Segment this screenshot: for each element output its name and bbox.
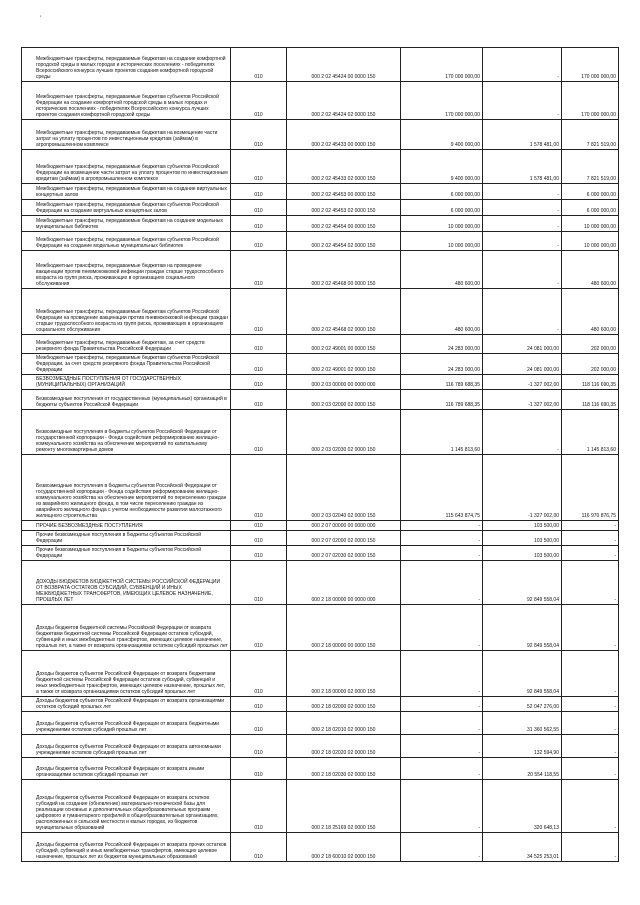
scan-mark: ' — [40, 16, 42, 22]
row-unexecuted-amount: 118 116 690,35 — [562, 375, 619, 390]
row-name: Межбюджетные трансферты, передаваемые бюджетам на создание модельных муниципальных библиотек — [22, 216, 231, 232]
row-budget-code: 000 2 02 49001 00 0000 150 — [287, 335, 401, 354]
row-budget-code: 000 2 02 45453 02 0000 150 — [287, 200, 401, 216]
row-budget-code: 000 2 02 45468 00 0000 150 — [287, 251, 401, 289]
table-row — [22, 335, 619, 354]
row-budget-code: 000 2 18 00000 00 0000 150 — [287, 605, 401, 651]
table-row — [22, 216, 619, 232]
row-approved-amount: 116 789 688,35 — [401, 390, 483, 410]
row-line-code: 010 — [231, 531, 287, 546]
row-executed-amount: -1 327 002,00 — [483, 390, 562, 410]
row-unexecuted-amount: 116 970 876,75 — [562, 455, 619, 521]
row-executed-amount: 52 047 276,00 — [483, 697, 562, 712]
row-unexecuted-amount: 118 116 690,35 — [562, 390, 619, 410]
row-budget-code: 000 2 18 02030 02 0000 150 — [287, 758, 401, 780]
row-name: Безвозмездные поступления в бюджеты субъектов Российской Федерации от государственной корпорации - Фонда содействия реформированию жилищно-коммунального хозяйства на обеспечение мероприятий по капитальному ремонту многоквартирных домов — [22, 410, 231, 455]
row-approved-amount: 9 400 000,00 — [401, 150, 483, 184]
row-unexecuted-amount: - — [562, 697, 619, 712]
row-name: БЕЗВОЗМЕЗДНЫЕ ПОСТУПЛЕНИЯ ОТ ГОСУДАРСТВЕННЫХ (МУНИЦИПАЛЬНЫХ) ОРГАНИЗАЦИЙ — [22, 375, 231, 390]
row-unexecuted-amount: - — [562, 531, 619, 546]
row-name: Доходы бюджетов субъектов Российской Федерации от возврата организациями остатков субсидий прошлых лет — [22, 697, 231, 712]
row-executed-amount: 92 849 558,04 — [483, 561, 562, 605]
row-line-code: 010 — [231, 184, 287, 200]
row-unexecuted-amount: 480 600,00 — [562, 289, 619, 335]
row-unexecuted-amount: - — [562, 546, 619, 561]
row-budget-code: 000 2 03 02030 02 0000 150 — [287, 410, 401, 455]
row-name: Доходы бюджетов бюджетной системы Российской Федерации от возврата бюджетами бюджетной системы Российской Федерации остатков субсидий, субвенций и иных межбюджетных трансфертов, имеющих целевое назначение, прошлых лет, а также от возврата организациями остатков субсидий прошлых лет — [22, 605, 231, 651]
row-executed-amount: 92 849 558,04 — [483, 605, 562, 651]
table-row — [22, 232, 619, 251]
row-approved-amount: 6 000 000,00 — [401, 200, 483, 216]
row-unexecuted-amount: 6 000 000,00 — [562, 184, 619, 200]
row-name: Безвозмездные поступления от государственных (муниципальных) организаций в бюджеты субъектов Российской Федерации — [22, 390, 231, 410]
row-line-code: 010 — [231, 735, 287, 758]
row-name: Межбюджетные трансферты, передаваемые бюджетам на создание виртуальных концертных залов — [22, 184, 231, 200]
row-line-code: 010 — [231, 521, 287, 531]
row-line-code: 010 — [231, 216, 287, 232]
row-executed-amount: 132 594,90 — [483, 735, 562, 758]
row-line-code: 010 — [231, 48, 287, 82]
row-executed-amount: - — [483, 251, 562, 289]
row-executed-amount: - — [483, 232, 562, 251]
row-budget-code: 000 2 18 00000 02 0000 150 — [287, 651, 401, 697]
row-unexecuted-amount: - — [562, 780, 619, 833]
row-approved-amount: 480 600,00 — [401, 289, 483, 335]
row-line-code: 010 — [231, 651, 287, 697]
row-executed-amount: 103 500,00 — [483, 521, 562, 531]
row-unexecuted-amount: - — [562, 833, 619, 862]
row-budget-code: 000 2 18 02000 02 0000 150 — [287, 697, 401, 712]
row-executed-amount: 34 525 253,01 — [483, 833, 562, 862]
row-name: Межбюджетные трансферты, передаваемые бюджетам субъектов Российской Федерации на создание комфортной городской среды в малых городах и исторических поселениях - победителях Всероссийского конкурса лучших проектов создания комфортной городской среды — [22, 82, 231, 120]
row-line-code: 010 — [231, 289, 287, 335]
row-executed-amount: - — [483, 200, 562, 216]
row-name: Межбюджетные трансферты, передаваемые бюджетам на проведение вакцинации против пневмококковой инфекции граждан старше трудоспособного возраста из групп риска, проживающих в организациях социального обслуживания — [22, 251, 231, 289]
row-line-code: 010 — [231, 232, 287, 251]
row-approved-amount: - — [401, 780, 483, 833]
row-budget-code: 000 2 02 45433 02 0000 150 — [287, 150, 401, 184]
row-unexecuted-amount: 170 000 000,00 — [562, 82, 619, 120]
table-row — [22, 410, 619, 455]
row-executed-amount: 24 081 000,00 — [483, 335, 562, 354]
row-unexecuted-amount: 202 000,00 — [562, 354, 619, 375]
row-name: Доходы бюджетов субъектов Российской Федерации от возврата бюджетными учреждениями остатков субсидий прошлых лет — [22, 712, 231, 735]
row-budget-code: 000 2 02 45454 02 0000 150 — [287, 232, 401, 251]
row-executed-amount: -1 327 002,00 — [483, 455, 562, 521]
table-row — [22, 200, 619, 216]
row-budget-code: 000 2 18 02020 02 0000 150 — [287, 735, 401, 758]
table-row — [22, 150, 619, 184]
row-unexecuted-amount: 7 821 519,00 — [562, 120, 619, 150]
row-budget-code: 000 2 07 00000 00 0000 000 — [287, 521, 401, 531]
row-budget-code: 000 2 07 02030 02 0000 150 — [287, 546, 401, 561]
row-unexecuted-amount: 202 000,00 — [562, 335, 619, 354]
row-unexecuted-amount: - — [562, 561, 619, 605]
row-name: Межбюджетные трансферты, передаваемые бюджетам субъектов Российской Федерации на возмещение части затрат на уплату процентов по инвестиционным кредитам (займам) в агропромышленном комплексе — [22, 150, 231, 184]
row-approved-amount: - — [401, 712, 483, 735]
row-approved-amount: - — [401, 521, 483, 531]
table-row — [22, 735, 619, 758]
row-executed-amount: - — [483, 82, 562, 120]
table-row — [22, 354, 619, 375]
row-line-code: 010 — [231, 758, 287, 780]
row-line-code: 010 — [231, 561, 287, 605]
row-executed-amount: - — [483, 410, 562, 455]
budget-revenue-table — [21, 47, 619, 862]
row-executed-amount: - — [483, 289, 562, 335]
row-name: ПРОЧИЕ БЕЗВОЗМЕЗДНЫЕ ПОСТУПЛЕНИЯ — [22, 521, 231, 531]
row-unexecuted-amount: - — [562, 758, 619, 780]
row-unexecuted-amount: 1 145 813,60 — [562, 410, 619, 455]
row-line-code: 010 — [231, 410, 287, 455]
row-budget-code: 000 2 02 45468 02 0000 150 — [287, 289, 401, 335]
row-approved-amount: - — [401, 758, 483, 780]
row-line-code: 010 — [231, 546, 287, 561]
row-line-code: 010 — [231, 200, 287, 216]
row-line-code: 010 — [231, 833, 287, 862]
table-row — [22, 712, 619, 735]
table-row — [22, 82, 619, 120]
row-line-code: 010 — [231, 455, 287, 521]
table-row — [22, 697, 619, 712]
row-executed-amount: - — [483, 216, 562, 232]
table-row — [22, 546, 619, 561]
row-executed-amount: -1 327 002,00 — [483, 375, 562, 390]
row-budget-code: 000 2 02 45424 02 0000 150 — [287, 82, 401, 120]
table-row — [22, 251, 619, 289]
row-executed-amount: 92 849 558,04 — [483, 651, 562, 697]
table-row — [22, 120, 619, 150]
row-approved-amount: 116 789 688,35 — [401, 375, 483, 390]
row-approved-amount: - — [401, 531, 483, 546]
row-executed-amount: 20 554 118,55 — [483, 758, 562, 780]
row-line-code: 010 — [231, 82, 287, 120]
row-approved-amount: 10 000 000,00 — [401, 216, 483, 232]
row-approved-amount: 170 000 000,00 — [401, 48, 483, 82]
row-approved-amount: 24 283 000,00 — [401, 354, 483, 375]
table-row — [22, 48, 619, 82]
row-name: Межбюджетные трансферты, передаваемые бюджетам, за счет средств резервного фонда Правительства Российской Федерации — [22, 335, 231, 354]
row-line-code: 010 — [231, 120, 287, 150]
row-budget-code: 000 2 18 00000 00 0000 000 — [287, 561, 401, 605]
row-name: Доходы бюджетов субъектов Российской Федерации от возврата автономными учреждениями остатков субсидий прошлых лет — [22, 735, 231, 758]
row-budget-code: 000 2 18 02010 02 0000 150 — [287, 712, 401, 735]
row-approved-amount: 1 145 813,60 — [401, 410, 483, 455]
row-unexecuted-amount: 10 000 000,00 — [562, 216, 619, 232]
row-budget-code: 000 2 02 45454 00 0000 150 — [287, 216, 401, 232]
row-budget-code: 000 2 18 25169 02 0000 150 — [287, 780, 401, 833]
table-row — [22, 531, 619, 546]
row-budget-code: 000 2 02 49001 02 0000 150 — [287, 354, 401, 375]
row-approved-amount: - — [401, 833, 483, 862]
row-line-code: 010 — [231, 780, 287, 833]
row-executed-amount: - — [483, 48, 562, 82]
row-name: ДОХОДЫ БЮДЖЕТОВ БЮДЖЕТНОЙ СИСТЕМЫ РОССИЙСКОЙ ФЕДЕРАЦИИ ОТ ВОЗВРАТА ОСТАТКОВ СУБСИДИЙ, СУБВЕНЦИЙ И ИНЫХ МЕЖБЮДЖЕТНЫХ ТРАНСФЕРТОВ, ИМЕЮЩИХ ЦЕЛЕВОЕ НАЗНАЧЕНИЕ, ПРОШЛЫХ ЛЕТ — [22, 561, 231, 605]
row-budget-code: 000 2 02 45433 00 0000 150 — [287, 120, 401, 150]
table-row — [22, 289, 619, 335]
table-row — [22, 780, 619, 833]
row-line-code: 010 — [231, 150, 287, 184]
row-unexecuted-amount: - — [562, 735, 619, 758]
row-executed-amount: - — [483, 184, 562, 200]
row-executed-amount: 320 648,13 — [483, 780, 562, 833]
row-name: Межбюджетные трансферты, передаваемые бюджетам субъектов Российской Федерации на создание модельных муниципальных библиотек — [22, 232, 231, 251]
row-executed-amount: 1 578 481,00 — [483, 120, 562, 150]
table-row — [22, 651, 619, 697]
table-row — [22, 455, 619, 521]
row-line-code: 010 — [231, 354, 287, 375]
row-executed-amount: 24 081 000,00 — [483, 354, 562, 375]
row-unexecuted-amount: 170 000 000,00 — [562, 48, 619, 82]
row-line-code: 010 — [231, 697, 287, 712]
row-executed-amount: 103 500,00 — [483, 546, 562, 561]
row-line-code: 010 — [231, 251, 287, 289]
row-unexecuted-amount: - — [562, 605, 619, 651]
row-unexecuted-amount: 480 600,00 — [562, 251, 619, 289]
row-budget-code: 000 2 18 60010 02 0000 150 — [287, 833, 401, 862]
row-budget-code: 000 2 03 02000 02 0000 150 — [287, 390, 401, 410]
table-row — [22, 605, 619, 651]
table-row — [22, 758, 619, 780]
table-row — [22, 833, 619, 862]
table-row — [22, 561, 619, 605]
row-approved-amount: 10 000 000,00 — [401, 232, 483, 251]
row-name: Межбюджетные трансферты, передаваемые бюджетам на возмещение части затрат на уплату процентов по инвестиционным кредитам (займам) в агропромышленном комплексе — [22, 120, 231, 150]
row-name: Межбюджетные трансферты, передаваемые бюджетам субъектов Российской Федерации, за счет средств резервного фонда Правительства Российской Федерации — [22, 354, 231, 375]
row-approved-amount: - — [401, 735, 483, 758]
row-approved-amount: 6 000 000,00 — [401, 184, 483, 200]
row-line-code: 010 — [231, 605, 287, 651]
budget-revenue-table-page — [21, 47, 618, 862]
table-row — [22, 184, 619, 200]
row-approved-amount: 170 000 000,00 — [401, 82, 483, 120]
row-name: Межбюджетные трансферты, передаваемые бюджетам субъектов Российской Федерации на создание виртуальных концертных залов — [22, 200, 231, 216]
row-name: Доходы бюджетов субъектов Российской Федерации от возврата прочих остатков субсидий, субвенций и иных межбюджетных трансфертов, имеющих целевое назначение, прошлых лет из бюджетов муниципальных образований — [22, 833, 231, 862]
row-approved-amount: 115 643 874,75 — [401, 455, 483, 521]
row-name: Доходы бюджетов субъектов Российской Федерации от возврата остатков субсидий на создание (обновление) материально-технической базы для реализации основных и дополнительных общеобразовательных программ цифрового и гуманитарного профилей в общеобразовательных организациях, расположенных в сельской местности и малых городах, из бюджетов муниципальных образований — [22, 780, 231, 833]
row-name: Безвозмездные поступления в бюджеты субъектов Российской Федерации от государственной корпорации - Фонда содействия реформированию жилищно-коммунального хозяйства на обеспечение мероприятий по переселению граждан из аварийного жилищного фонда, в том числе переселению граждан из аварийного жилищного фонда с учетом необходимости развития малоэтажного жилищного строительства — [22, 455, 231, 521]
row-approved-amount: - — [401, 697, 483, 712]
row-executed-amount: 1 578 481,00 — [483, 150, 562, 184]
row-budget-code: 000 2 02 45424 00 0000 150 — [287, 48, 401, 82]
row-unexecuted-amount: - — [562, 651, 619, 697]
row-line-code: 010 — [231, 335, 287, 354]
row-approved-amount: 9 400 000,00 — [401, 120, 483, 150]
row-approved-amount: - — [401, 605, 483, 651]
row-budget-code: 000 2 03 00000 00 0000 000 — [287, 375, 401, 390]
row-budget-code: 000 2 07 02000 02 0000 150 — [287, 531, 401, 546]
row-name: Прочие безвозмездные поступления в бюджеты субъектов Российской Федерации — [22, 531, 231, 546]
row-approved-amount: - — [401, 546, 483, 561]
row-approved-amount: - — [401, 651, 483, 697]
row-name: Прочие безвозмездные поступления в бюджеты субъектов Российской Федерации — [22, 546, 231, 561]
row-line-code: 010 — [231, 375, 287, 390]
row-name: Доходы бюджетов субъектов Российской Федерации от возврата иными организациями остатков субсидий прошлых лет — [22, 758, 231, 780]
row-budget-code: 000 2 03 02040 02 0000 150 — [287, 455, 401, 521]
row-name: Доходы бюджетов субъектов Российской Федерации от возврата бюджетами бюджетной системы Российской Федерации остатков субсидий, субвенций и иных межбюджетных трансфертов, имеющих целевое назначение, прошлых лет, а также от возврата организациями остатков субсидий прошлых лет — [22, 651, 231, 697]
row-name: Межбюджетные трансферты, передаваемые бюджетам субъектов Российской Федерации на проведение вакцинации против пневмококковой инфекции граждан старше трудоспособного возраста из групп риска, проживающих в организациях социального обслуживания — [22, 289, 231, 335]
row-approved-amount: - — [401, 561, 483, 605]
row-line-code: 010 — [231, 390, 287, 410]
table-row — [22, 375, 619, 390]
row-unexecuted-amount: 7 821 519,00 — [562, 150, 619, 184]
row-budget-code: 000 2 02 45453 00 0000 150 — [287, 184, 401, 200]
row-executed-amount: 103 500,00 — [483, 531, 562, 546]
row-executed-amount: 31 360 562,55 — [483, 712, 562, 735]
row-approved-amount: 480 600,00 — [401, 251, 483, 289]
table-row — [22, 390, 619, 410]
row-unexecuted-amount: - — [562, 712, 619, 735]
row-unexecuted-amount: - — [562, 521, 619, 531]
row-name: Межбюджетные трансферты, передаваемые бюджетам на создание комфортной городской среды в малых городах и исторических поселениях - победителях Всероссийского конкурса лучших проектов создания комфортной городской среды — [22, 48, 231, 82]
row-approved-amount: 24 283 000,00 — [401, 335, 483, 354]
table-row — [22, 521, 619, 531]
row-unexecuted-amount: 10 000 000,00 — [562, 232, 619, 251]
row-line-code: 010 — [231, 712, 287, 735]
row-unexecuted-amount: 6 000 000,00 — [562, 200, 619, 216]
